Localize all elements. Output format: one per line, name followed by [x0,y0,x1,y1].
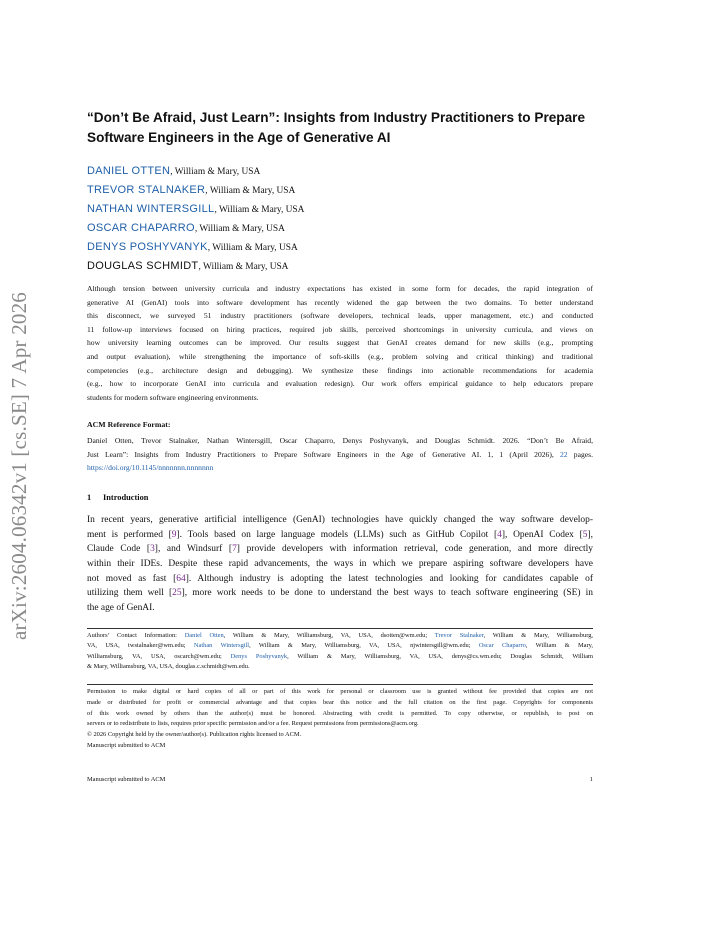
submission-line: Manuscript submitted to ACM [87,741,166,749]
author-name: DOUGLAS SCHMIDT [87,260,199,272]
text-run: ], more work needs to be done to understand the best ways to teach software engineering (SE) in [181,588,593,599]
citation-link[interactable]: 4 [497,529,502,540]
reference-text: Just Learn”: Insights from Industry Practitioners to Prepare Software Engineers in the Age of Generative AI. 1, 1 (April 2026), [87,449,560,459]
citation-link[interactable]: 25 [172,588,182,599]
author-affiliation: , William & Mary, USA [170,167,261,177]
text-run: ], OpenAI Codex [ [501,529,583,540]
text-run: ]. Although industry is adopting the latest technologies and looking for candidates capable of [185,573,593,584]
text-run: , William & Mary, [525,642,593,650]
author-entry [87,255,593,274]
permission-line: made or distributed for profit or commercial advantage and that copies bear this notice and the full citation on the first page. Copyrights for components [87,698,593,706]
paragraph-line [87,513,593,528]
paper-title [87,108,593,148]
abstract-line: and output evaluation), while strengthening the importance of soft-skills (e.g., problem solving and critical thinking) and traditional [87,351,593,361]
abstract-line: this disconnect, we surveyed 51 industry practitioners (software developers, technical leads, upper management, etc.) and conducted [87,311,593,321]
text-run: , William & Mary, Williamsburg, [483,632,593,639]
abstract-line: 11 follow-up interviews focused on hiring practices, required job skills, perceived shortcomings in university curricula, and views on [87,324,593,334]
permission-line: of this work owned by others than the author(s) must be honored. Abstracting with credit is permitted. To copy otherwise, or republish, to post on [87,709,593,717]
footnote-line [87,652,593,662]
paragraph-line [87,572,593,587]
author-entry [87,179,593,198]
author-entry [87,198,593,217]
abstract [87,282,593,404]
author-affiliation: , William & Mary, USA [207,243,298,253]
section-title: Introduction [103,493,149,502]
citation-link[interactable]: 64 [176,573,186,584]
abstract-line: how university learning outcomes can be improved. Our results suggest that GenAI creates demand for new skills (e.g., prompting [87,338,593,348]
author-entry [87,217,593,236]
doi-link[interactable]: https://doi.org/10.1145/nnnnnnn.nnnnnnn [87,463,214,472]
paragraph-line [87,542,593,557]
paragraph-line [87,601,593,616]
permission-line: Permission to make digital or hard copies of all or part of this work for personal or classroom use is granted without fee provided that copies are not [87,688,593,695]
text-run: ], and Windsurf [ [154,544,233,555]
author-name-link[interactable]: DANIEL OTTEN [87,165,171,177]
citation-link[interactable]: 9 [171,529,177,540]
text-run: Authors’ Contact Information: [87,632,185,639]
abstract-line: (e.g., how to incorporate GenAI into curricula and evaluation redesign). Our work offers empirical guidance to help educators prepare [87,379,593,389]
author-affiliation: , William & Mary, USA [205,186,296,196]
citation-link[interactable]: 3 [150,544,155,555]
author-contact-link[interactable]: Daniel Otten [184,632,224,639]
author-name-link[interactable]: TREVOR STALNAKER [87,184,206,196]
introduction-body [87,513,593,615]
permission-notice [87,687,593,752]
reference-line [87,461,593,475]
text-run: ]. Tools based on large language models (LLMs) such as GitHub Copilot [ [176,529,498,540]
paragraph-line [87,557,593,572]
permission-line: servers or to redistribute to lists, requires prior specific permission and/or a fee. Request permissions from permissions@acm.org. [87,720,419,728]
text-run: ] provide developers with information retrieval, code generation, and more directly [236,544,593,555]
author-name-link[interactable]: DENYS POSHYVANYK [87,241,208,253]
text-run: utilizing them well [ [87,588,173,599]
citation-link[interactable]: 5 [582,529,588,540]
author-contact-link[interactable]: Oscar Chaparro [478,642,526,650]
author-entry [87,236,593,255]
footnote-rule [87,628,593,629]
author-contact-link[interactable]: Trevor Stalnaker [434,632,484,639]
reference-line: Daniel Otten, Trevor Stalnaker, Nathan Wintersgill, Oscar Chaparro, Denys Poshyvanyk, and Douglas Schmidt. 2026. “Don’t Be Afraid, [87,436,593,445]
footnote-line [87,662,593,672]
reference-text: pages. [567,449,593,459]
text-run: not moved as fast [ [87,573,177,584]
text-run: In recent years, generative artificial intelligence (GenAI) technologies have quickly changed the way software develop- [87,515,593,525]
text-run: Williamsburg, VA, USA, oscarch@wm.edu; [87,652,231,660]
abstract-line: generative AI (GenAI) tools into software development has recently widened the gap between the two domains. To better understand [87,297,593,307]
footer-note: Manuscript submitted to ACM [87,776,166,783]
author-contact-footnote [87,631,593,673]
author-entry [87,160,593,179]
text-run: , William & Mary, Williamsburg, VA, USA, denys@cs.wm.edu; Douglas Schmidt, William [287,652,593,660]
paragraph-line [87,528,593,543]
text-run: Claude Code [ [87,544,151,555]
arxiv-stamp: arXiv:2604.06342v1 [cs.SE] 7 Apr 2026 [7,291,31,641]
text-run: the age of GenAI. [87,602,155,613]
text-run: within their IDEs. Despite these rapid advancements, the ways in which we prepare aspiring software developers have [87,558,593,569]
author-name-link[interactable]: NATHAN WINTERSGILL [87,203,215,215]
author-affiliation: , William & Mary, USA [214,205,305,215]
text-run: VA, USA, twstalnaker@wm.edu; [87,642,194,650]
abstract-line: students for modern software engineering environments. [87,392,259,402]
author-list [87,160,593,274]
citation-link[interactable]: 7 [232,544,237,555]
abstract-line: Although tension between university curricula and industry expectations has existed in some form for decades, the rapid integration of [87,284,593,293]
section-heading [87,493,148,502]
copyright-line: © 2026 Copyright held by the owner/author(s). Publication rights licensed to ACM. [87,731,302,739]
abstract-line: competencies (e.g., architecture design and debugging). We synthesize these findings into actionable recommendations for academia [87,365,593,375]
text-run: ment is performed [ [87,529,172,540]
author-affiliation: , William & Mary, USA [194,224,285,234]
author-name-link[interactable]: OSCAR CHAPARRO [87,222,195,234]
text-run: & Mary, Williamsburg, VA, USA, douglas.c.schmidt@wm.edu. [87,663,250,671]
author-contact-link[interactable]: Nathan Wintersgill [193,642,250,650]
footnote-line [87,631,593,641]
acm-reference-heading: ACM Reference Format: [87,420,171,429]
footnote-line [87,641,593,651]
page-number: 1 [589,776,593,783]
title-line: Software Engineers in the Age of Generative AI [87,130,391,145]
acm-reference [87,434,593,475]
text-run: ], [587,529,593,540]
author-affiliation: , William & Mary, USA [198,262,289,272]
reference-line [87,448,593,462]
page-count-link[interactable]: 22 [559,449,568,459]
paragraph-line [87,586,593,601]
title-line: “Don’t Be Afraid, Just Learn”: Insights from Industry Practitioners to Prepare [87,110,586,125]
permission-rule [87,684,593,685]
text-run: , William & Mary, Williamsburg, VA, USA, dsotten@wm.edu; [223,632,435,639]
author-contact-link[interactable]: Denys Poshyvanyk [230,652,288,660]
text-run: , William & Mary, Williamsburg, VA, USA, njwintersgill@wm.edu; [249,642,479,650]
section-number: 1 [87,493,92,502]
